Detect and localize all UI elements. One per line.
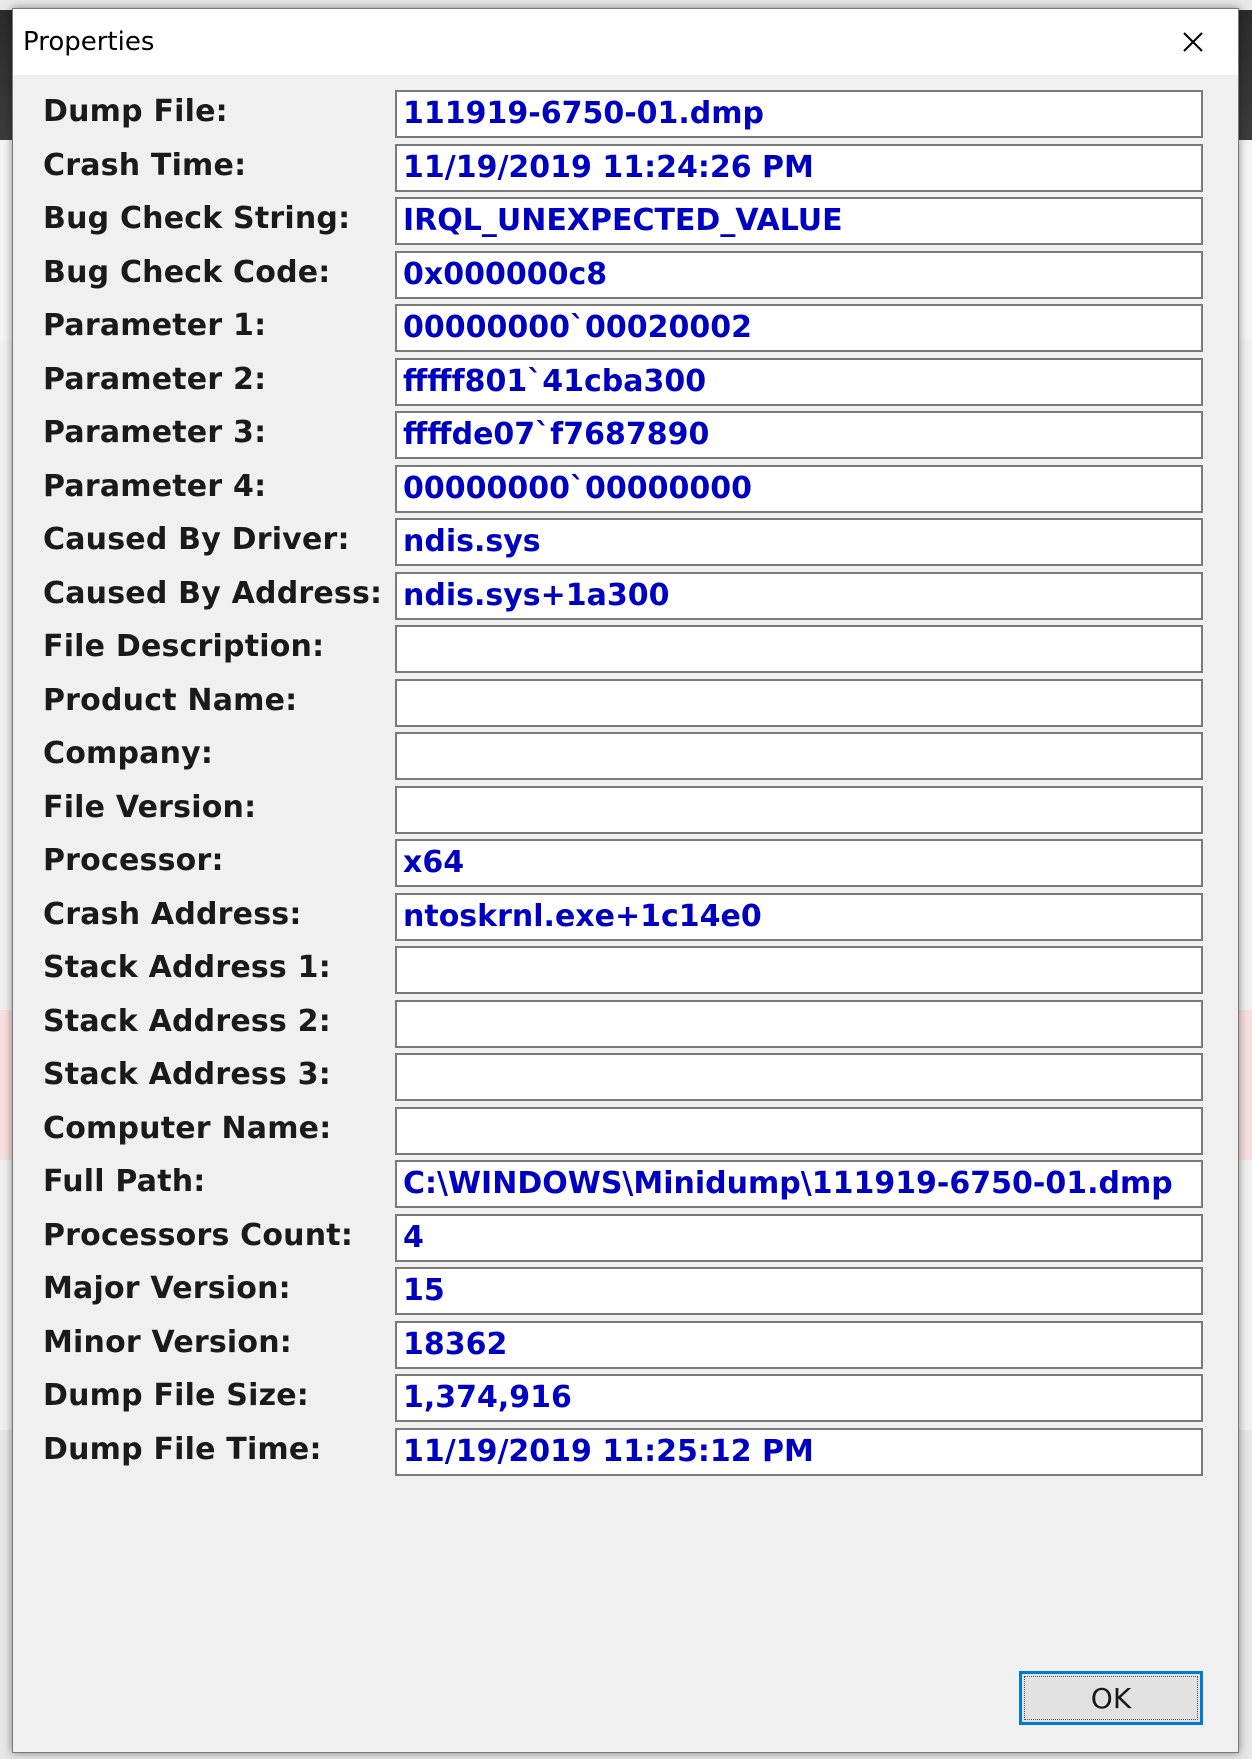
property-row [13,1267,1238,1317]
property-row [13,465,1238,515]
property-label: Dump File Time: [43,1432,322,1467]
property-label: Minor Version: [43,1325,292,1360]
property-row [13,839,1238,889]
property-row [13,1160,1238,1210]
property-row [13,90,1238,140]
property-label: Stack Address 3: [43,1057,331,1092]
property-value-field[interactable] [395,1000,1203,1048]
property-label: Processors Count: [43,1218,354,1253]
property-row [13,572,1238,622]
property-row [13,1214,1238,1264]
close-button[interactable] [1148,9,1238,75]
property-value-field[interactable]: 11/19/2019 11:25:12 PM [395,1428,1203,1476]
property-label: Caused By Address: [43,576,383,611]
property-value-field[interactable]: ndis.sys [395,518,1203,566]
property-label: Company: [43,736,214,771]
property-value-field[interactable] [395,946,1203,994]
property-row [13,946,1238,996]
property-row [13,1428,1238,1478]
title-bar[interactable] [13,9,1238,75]
property-value-field[interactable]: 111919-6750-01.dmp [395,90,1203,138]
properties-dialog [12,8,1239,1753]
property-value-field[interactable]: 00000000`00020002 [395,304,1203,352]
property-value-field[interactable] [395,625,1203,673]
property-label: Parameter 1: [43,308,267,343]
property-value-field[interactable] [395,1053,1203,1101]
property-row [13,358,1238,408]
property-value-field[interactable]: ntoskrnl.exe+1c14e0 [395,893,1203,941]
property-value-field[interactable]: ndis.sys+1a300 [395,572,1203,620]
property-value-field[interactable]: IRQL_UNEXPECTED_VALUE [395,197,1203,245]
property-label: Bug Check Code: [43,255,331,290]
property-label: Parameter 3: [43,415,267,450]
property-row [13,197,1238,247]
property-label: Caused By Driver: [43,522,350,557]
property-value-field[interactable]: C:\WINDOWS\Minidump\111919-6750-01.dmp [395,1160,1203,1208]
property-label: File Description: [43,629,325,664]
property-label: Full Path: [43,1164,206,1199]
property-label: Dump File: [43,94,228,129]
property-row [13,411,1238,461]
property-row [13,251,1238,301]
property-row [13,1107,1238,1157]
property-value-field[interactable] [395,732,1203,780]
property-value-field[interactable]: 18362 [395,1321,1203,1369]
property-row [13,732,1238,782]
property-label: Computer Name: [43,1111,332,1146]
property-row [13,1321,1238,1371]
property-row [13,893,1238,943]
property-label: Stack Address 1: [43,950,331,985]
property-row [13,1374,1238,1424]
property-row [13,1000,1238,1050]
close-icon [1182,31,1204,53]
property-value-field[interactable]: 15 [395,1267,1203,1315]
ok-button-label: OK [1090,1681,1132,1715]
property-row [13,679,1238,729]
property-label: Processor: [43,843,224,878]
property-label: Dump File Size: [43,1378,309,1413]
property-value-field[interactable] [395,786,1203,834]
property-row [13,625,1238,675]
property-row [13,786,1238,836]
property-label: File Version: [43,790,257,825]
property-row [13,304,1238,354]
property-value-field[interactable] [395,1107,1203,1155]
property-value-field[interactable]: fffff801`41cba300 [395,358,1203,406]
property-label: Stack Address 2: [43,1004,331,1039]
property-label: Crash Address: [43,897,302,932]
property-row [13,518,1238,568]
property-row [13,144,1238,194]
property-value-field[interactable]: 1,374,916 [395,1374,1203,1422]
property-label: Bug Check String: [43,201,351,236]
property-value-field[interactable]: ffffde07`f7687890 [395,411,1203,459]
ok-button[interactable] [1019,1671,1203,1725]
property-value-field[interactable]: x64 [395,839,1203,887]
property-label: Major Version: [43,1271,291,1306]
property-label: Parameter 4: [43,469,267,504]
property-value-field[interactable]: 11/19/2019 11:24:26 PM [395,144,1203,192]
dialog-title: Properties [23,27,155,57]
property-value-field[interactable] [395,679,1203,727]
property-value-field[interactable]: 0x000000c8 [395,251,1203,299]
property-row [13,1053,1238,1103]
property-value-field[interactable]: 00000000`00000000 [395,465,1203,513]
property-value-field[interactable]: 4 [395,1214,1203,1262]
property-label: Crash Time: [43,148,247,183]
property-label: Product Name: [43,683,298,718]
property-label: Parameter 2: [43,362,267,397]
